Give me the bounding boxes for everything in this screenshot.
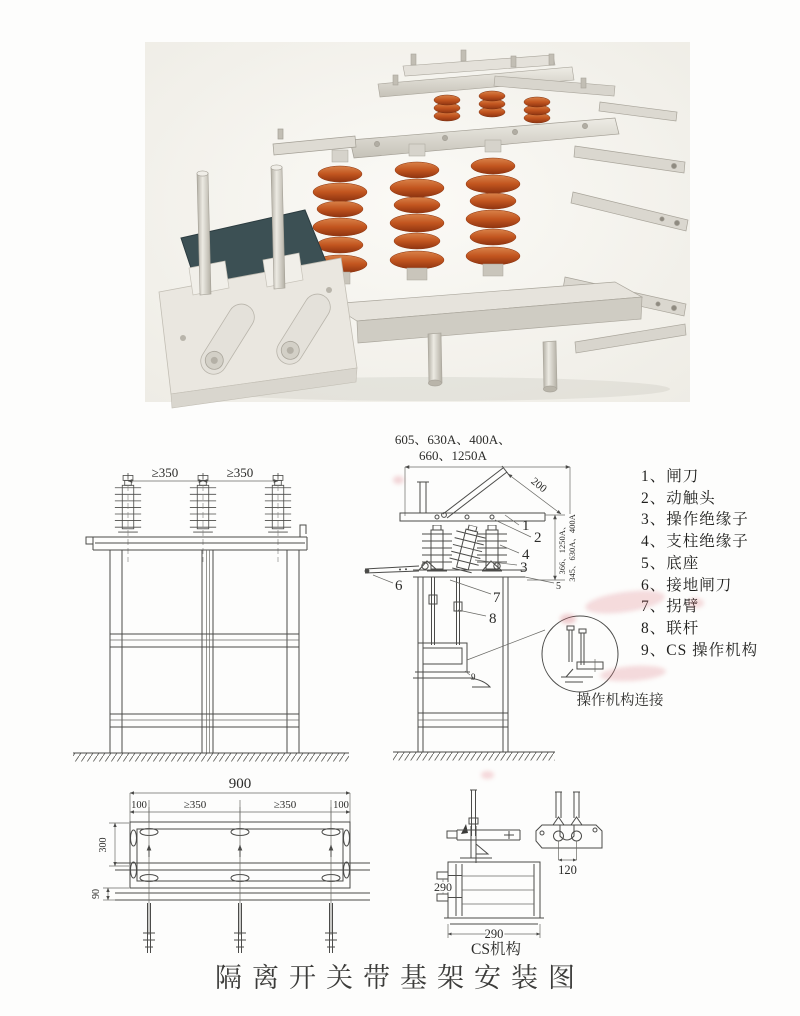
- callout-5: 5: [556, 581, 561, 592]
- parts-list-item: 5、底座: [641, 554, 700, 572]
- parts-list-item: 9、CS 操作机构: [641, 641, 759, 659]
- base-frame-plan: [115, 822, 370, 900]
- plan-view-drawing: [85, 775, 405, 960]
- side-view-drawing: [355, 430, 675, 770]
- callout-8: 8: [489, 611, 497, 627]
- post-insulator: [477, 525, 507, 571]
- cs-mechanism-label: CS机构: [471, 941, 521, 958]
- callout-6: 6: [395, 578, 403, 594]
- ground-line: [73, 753, 349, 762]
- callout-1: 1: [522, 518, 530, 534]
- callout-7: 7: [493, 590, 501, 606]
- parts-list-item: 3、操作绝缘子: [641, 511, 749, 529]
- callout-4: 4: [522, 547, 530, 563]
- cs-mechanism-box: [413, 643, 490, 687]
- callout-3: 3: [520, 560, 528, 576]
- parts-list-item: 1、闸刀: [641, 468, 700, 485]
- front-view-drawing: [55, 450, 355, 765]
- cs-mechanism-drawing: [430, 778, 650, 958]
- side-view-height-dimension: [527, 513, 577, 581]
- dim-350-right: ≥350: [273, 799, 297, 811]
- parts-list: [641, 466, 758, 661]
- post-insulator: [422, 525, 452, 571]
- dim-350-right: ≥350: [226, 465, 254, 480]
- parts-list-item: 6、接地闸刀: [641, 576, 733, 594]
- operating-rods: [429, 577, 462, 645]
- dim-350-left: ≥350: [183, 799, 207, 811]
- callout-numbers: [395, 518, 561, 682]
- callout-9: 9: [471, 672, 476, 682]
- dim-290-bottom: 290: [484, 927, 504, 941]
- dim-290-side: 290: [434, 880, 452, 894]
- dim-height-col1: 366、1250A、: [557, 521, 567, 575]
- cs-bracket-view: [536, 792, 602, 877]
- dim-current-line2: 660、1250A: [419, 448, 487, 463]
- product-photo: [145, 42, 690, 402]
- dim-height-col2: 345、630A、400A: [567, 514, 577, 582]
- dim-900: 900: [228, 776, 252, 792]
- detail-label: 操作机构连接: [576, 693, 664, 709]
- side-view-top-dimension: [395, 432, 570, 516]
- dim-300: 300: [98, 837, 109, 853]
- side-stand: [393, 577, 555, 761]
- page-title: 隔离开关带基架安装图: [215, 963, 585, 993]
- dim-100-right: 100: [333, 800, 349, 811]
- cs-side-view: [434, 790, 544, 941]
- parts-list-item: 2、动触头: [641, 489, 716, 507]
- dim-90: 90: [91, 889, 102, 899]
- parts-list-item: 4、支柱绝缘子: [641, 533, 749, 551]
- dim-current-line1: 605、630A、400A、: [394, 432, 512, 447]
- callout-2: 2: [534, 530, 542, 546]
- parts-list-item: 7、拐臂: [641, 598, 700, 616]
- blade: [442, 466, 561, 518]
- dim-120: 120: [558, 863, 577, 877]
- detail-circle: [542, 616, 618, 692]
- support-frame: [110, 550, 299, 753]
- anchor-rods: [143, 800, 337, 953]
- dim-100-left: 100: [131, 800, 147, 811]
- base-channel: [413, 561, 525, 577]
- parts-list-item: 8、联杆: [641, 619, 700, 637]
- dim-200: 200: [528, 475, 549, 496]
- earthing-blade: [365, 566, 419, 573]
- dim-350-left: ≥350: [151, 465, 179, 480]
